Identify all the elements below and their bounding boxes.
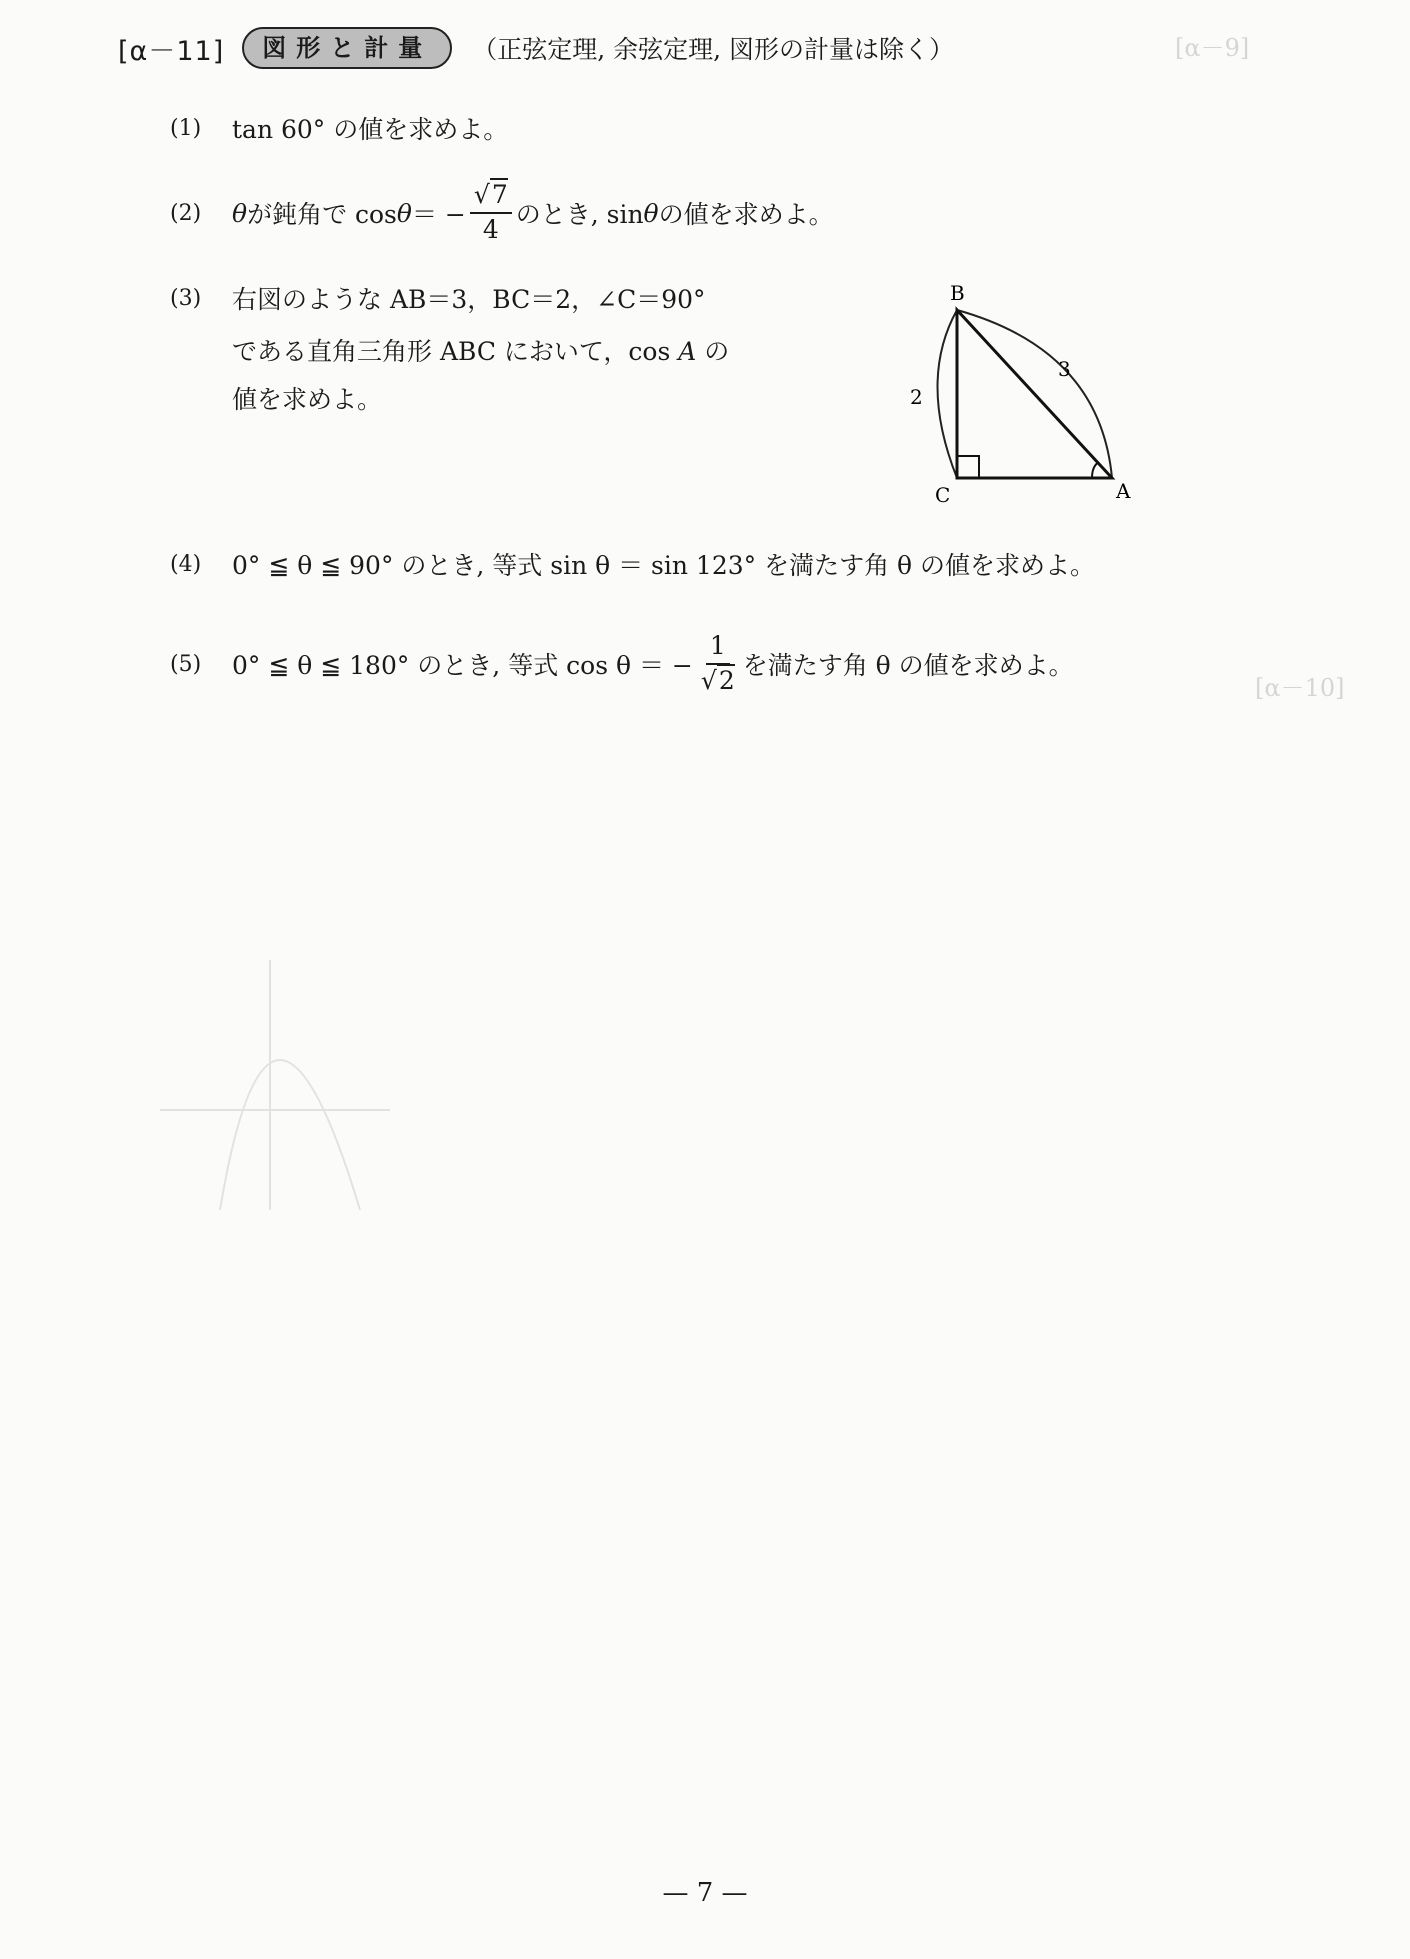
right-angle-mark [957, 456, 979, 478]
fraction-denominator: 4 [482, 215, 499, 244]
theta-symbol: θ [643, 198, 659, 228]
section-header [118, 22, 954, 74]
fraction [697, 632, 739, 696]
vertex-label-a: A [1116, 479, 1131, 503]
vertex-label-b: B [950, 281, 965, 305]
question-text-pre: 0° ≦ θ ≦ 180° のとき, 等式 cos θ ＝ − [232, 651, 693, 680]
equals-minus: ＝ − [411, 200, 466, 229]
question-text-post: を満たす角 θ の値を求めよ。 [742, 651, 1074, 680]
section-note: （正弦定理, 余弦定理, 図形の計量は除く） [472, 35, 955, 64]
question-text-end: の値を求めよ。 [658, 200, 834, 229]
question-text-line3: 値を求めよ。 [232, 385, 383, 414]
question-5 [170, 626, 1074, 702]
bleed-through-header-mid: [α－10] [1255, 674, 1345, 702]
fraction-numerator: 1 [706, 632, 730, 665]
theta-symbol: θ [232, 198, 248, 228]
fraction-numerator [470, 181, 512, 214]
question-text-line2-end: の [696, 337, 730, 366]
triangle-abc [957, 310, 1112, 478]
question-4 [170, 544, 1095, 584]
sqrt-argument: 2 [718, 666, 735, 695]
side-label-ab: 3 [1058, 357, 1071, 381]
bleed-through-header-right: [α－9] [1175, 34, 1250, 62]
sqrt-symbol: √ [473, 180, 490, 210]
question-3-line2 [232, 332, 729, 368]
question-3-line3 [232, 380, 382, 416]
question-text-pre: が鈍角で cos [247, 200, 397, 229]
question-3 [170, 278, 706, 318]
sqrt-argument: 7 [491, 180, 508, 210]
question-text-post: のとき, sin [515, 200, 644, 229]
question-number: (5) [170, 651, 202, 677]
question-2 [170, 176, 834, 250]
question-text: tan 60° の値を求めよ。 [232, 115, 509, 144]
fraction-denominator [697, 665, 739, 696]
question-1 [170, 108, 508, 148]
fraction [470, 181, 512, 245]
question-number: (4) [170, 551, 202, 577]
bleed-through-graph [150, 950, 400, 1220]
variable-a: A [678, 337, 697, 366]
question-number: (1) [170, 115, 202, 141]
page-number: — 7 — [662, 1878, 748, 1908]
section-code: [α－11] [118, 35, 225, 67]
vertex-label-c: C [935, 483, 951, 507]
question-number: (3) [170, 285, 202, 311]
question-text-line2: である直角三角形 ABC において，cos [232, 337, 679, 366]
question-number: (2) [170, 200, 202, 226]
question-text-line1: 右図のような AB＝3，BC＝2，∠C＝90° [232, 285, 706, 314]
side-label-bc: 2 [910, 385, 923, 409]
triangle-figure [880, 270, 1140, 510]
sqrt-symbol: √ [700, 666, 717, 695]
question-text: 0° ≦ θ ≦ 90° のとき, 等式 sin θ ＝ sin 123° を満たす角 θ の値を求めよ。 [232, 551, 1096, 580]
arc-left [938, 310, 958, 478]
topic-badge: 図形と計量 [242, 27, 452, 69]
theta-symbol: θ [396, 198, 412, 228]
